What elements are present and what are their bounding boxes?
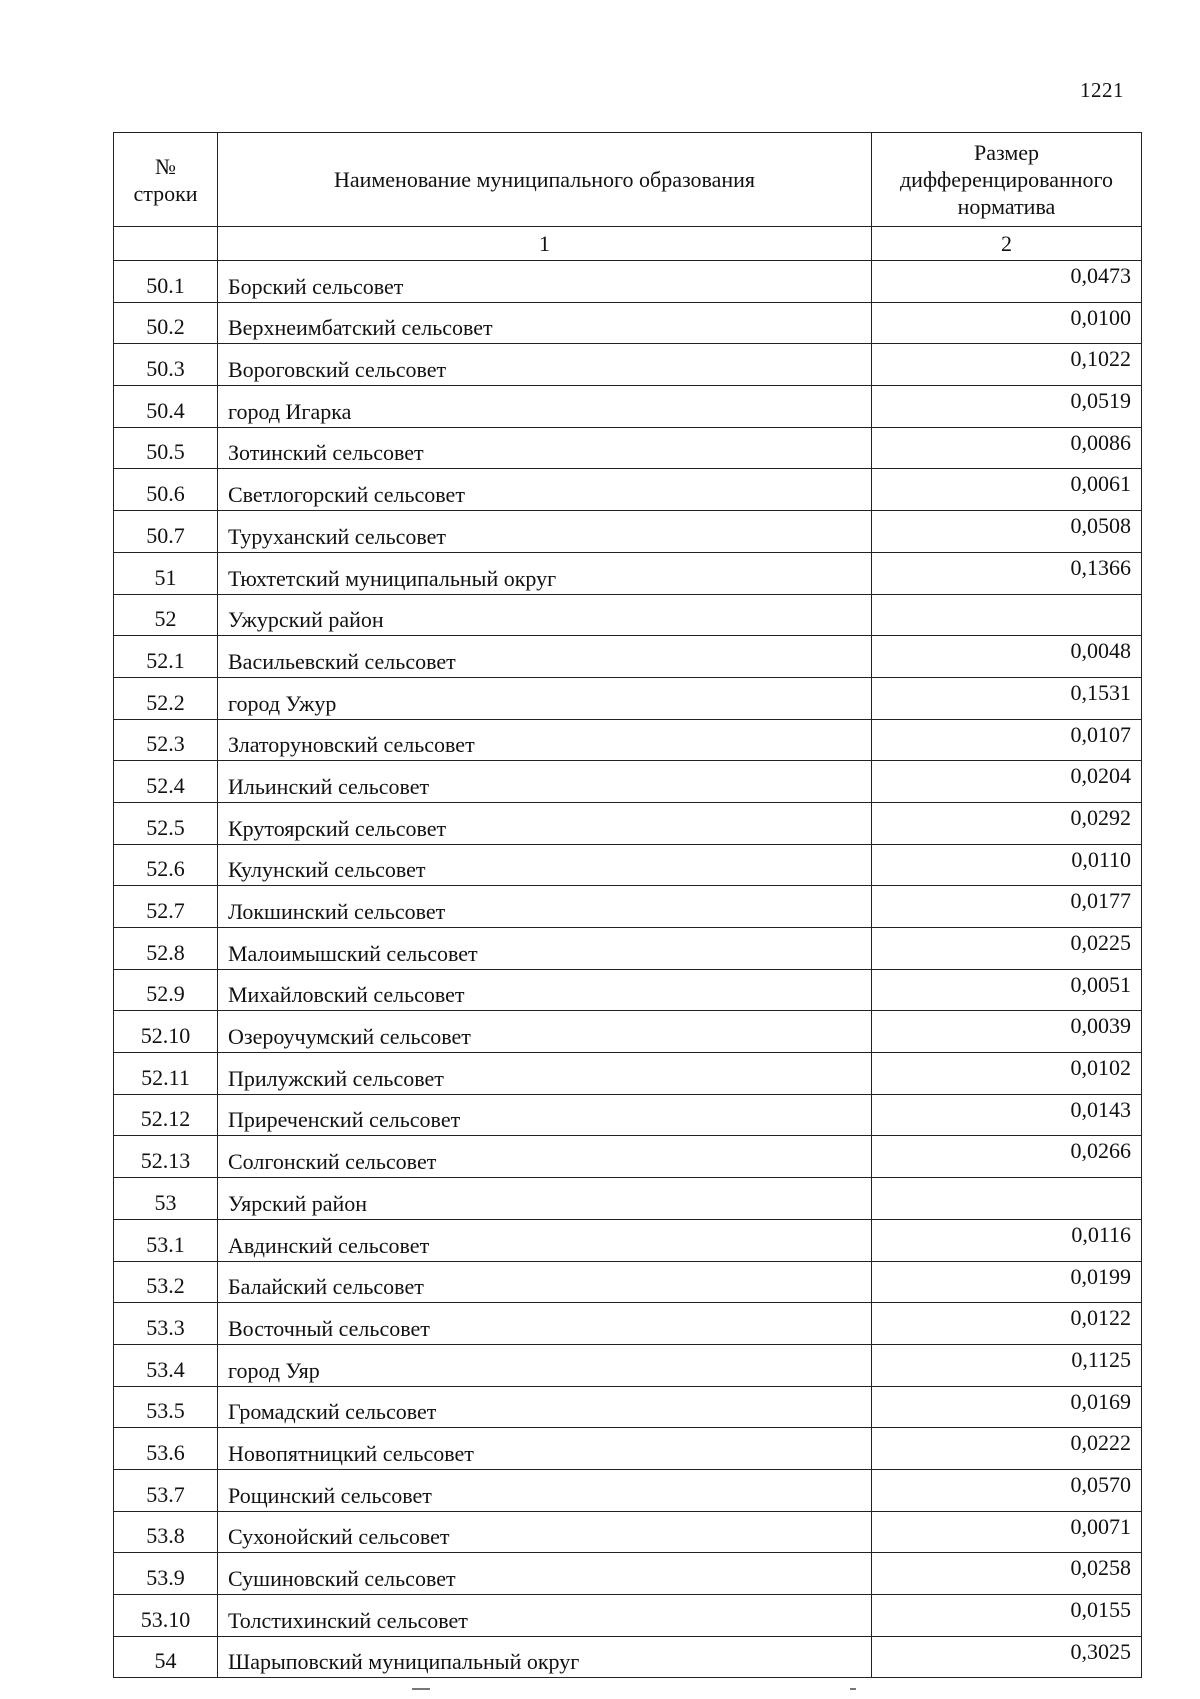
row-number-cell: 52.9 [114, 969, 218, 1011]
normative-value-cell: 0,0169 [872, 1386, 1142, 1428]
normative-value-cell: 0,0204 [872, 761, 1142, 803]
municipality-name-cell: Солгонский сельсовет [218, 1136, 872, 1178]
municipality-name-cell: Крутоярский сельсовет [218, 802, 872, 844]
municipality-name-cell: Рощинский сельсовет [218, 1469, 872, 1511]
municipality-name-cell: Васильевский сельсовет [218, 636, 872, 678]
table-row [114, 1344, 1142, 1386]
municipality-name-cell: Приреченский сельсовет [218, 1094, 872, 1136]
table-row [114, 1469, 1142, 1511]
municipality-name-cell: Кулунский сельсовет [218, 844, 872, 886]
normative-value-cell: 0,0048 [872, 636, 1142, 678]
table-header-row [114, 133, 1142, 227]
municipality-name-cell: Шарыповский муниципальный округ [218, 1636, 872, 1678]
header-normative-size [872, 133, 1142, 227]
municipality-name-cell: Малоимышский сельсовет [218, 928, 872, 970]
row-number-cell: 52.2 [114, 677, 218, 719]
row-number-cell: 50.6 [114, 469, 218, 511]
municipality-name-cell: Балайский сельсовет [218, 1261, 872, 1303]
normative-value-cell: 0,0292 [872, 802, 1142, 844]
municipality-name-cell: Сушиновский сельсовет [218, 1553, 872, 1595]
header-num-line2: строки [133, 180, 198, 206]
normative-value-cell: 0,0222 [872, 1428, 1142, 1470]
municipality-name-cell: Новопятницкий сельсовет [218, 1428, 872, 1470]
municipality-name-cell: Златоруновский сельсовет [218, 719, 872, 761]
row-number-cell: 54 [114, 1636, 218, 1678]
table-row [114, 552, 1142, 594]
normative-value-cell: 0,0225 [872, 928, 1142, 970]
normative-value-cell: 0,1366 [872, 552, 1142, 594]
normative-value-cell: 0,0473 [872, 261, 1142, 303]
normative-value-cell: 0,0570 [872, 1469, 1142, 1511]
normative-value-cell: 0,0177 [872, 886, 1142, 928]
row-number-cell: 51 [114, 552, 218, 594]
row-number-cell: 53.4 [114, 1344, 218, 1386]
table-row [114, 1261, 1142, 1303]
row-number-cell: 52.5 [114, 802, 218, 844]
column-number-1: 1 [218, 227, 872, 261]
normative-value-cell [872, 1178, 1142, 1220]
table-row [114, 1219, 1142, 1261]
municipality-name-cell: Восточный сельсовет [218, 1303, 872, 1345]
row-number-cell: 52.3 [114, 719, 218, 761]
table-row [114, 1386, 1142, 1428]
row-number-cell: 52.1 [114, 636, 218, 678]
row-number-cell: 53.1 [114, 1219, 218, 1261]
normative-value-cell: 0,1531 [872, 677, 1142, 719]
row-number-cell: 53.3 [114, 1303, 218, 1345]
normative-value-cell: 0,0266 [872, 1136, 1142, 1178]
header-row-number [114, 133, 218, 227]
normative-value-cell: 0,0258 [872, 1553, 1142, 1595]
municipality-name-cell: Громадский сельсовет [218, 1386, 872, 1428]
normative-table [113, 132, 1142, 1678]
table-row [114, 1511, 1142, 1553]
municipality-name-cell: Озероучумский сельсовет [218, 1011, 872, 1053]
municipality-name-cell: Тюхтетский муниципальный округ [218, 552, 872, 594]
row-number-cell: 50.2 [114, 302, 218, 344]
normative-value-cell: 0,0071 [872, 1511, 1142, 1553]
municipality-name-cell: Ильинский сельсовет [218, 761, 872, 803]
table-row [114, 844, 1142, 886]
municipality-name-cell: Зотинский сельсовет [218, 427, 872, 469]
row-number-cell: 50.5 [114, 427, 218, 469]
row-number-cell: 52 [114, 594, 218, 636]
table-row [114, 261, 1142, 303]
normative-value-cell: 0,0122 [872, 1303, 1142, 1345]
normative-value-cell: 0,1022 [872, 344, 1142, 386]
normative-value-cell: 0,0110 [872, 844, 1142, 886]
row-number-cell: 53.6 [114, 1428, 218, 1470]
row-number-cell: 53.8 [114, 1511, 218, 1553]
normative-value-cell: 0,0508 [872, 511, 1142, 553]
normative-value-cell: 0,1125 [872, 1344, 1142, 1386]
municipality-name-cell: Авдинский сельсовет [218, 1219, 872, 1261]
table-row [114, 928, 1142, 970]
table-body [114, 261, 1142, 1678]
header-size-line3: норматива [957, 194, 1056, 219]
municipality-name-cell: Вороговский сельсовет [218, 344, 872, 386]
table-row [114, 594, 1142, 636]
table-row [114, 1553, 1142, 1595]
normative-value-cell: 0,0061 [872, 469, 1142, 511]
table-row [114, 386, 1142, 428]
column-number-row [114, 227, 1142, 261]
table-row [114, 1303, 1142, 1345]
scan-artifact-mark [412, 1688, 430, 1690]
municipality-name-cell: Толстихинский сельсовет [218, 1595, 872, 1637]
municipality-name-cell: город Игарка [218, 386, 872, 428]
municipality-name-cell: Уярский район [218, 1178, 872, 1220]
normative-value-cell: 0,0107 [872, 719, 1142, 761]
row-number-cell: 53.9 [114, 1553, 218, 1595]
table-row [114, 469, 1142, 511]
municipality-name-cell: Туруханский сельсовет [218, 511, 872, 553]
municipality-name-cell: Борский сельсовет [218, 261, 872, 303]
table-row [114, 302, 1142, 344]
row-number-cell: 52.8 [114, 928, 218, 970]
row-number-cell: 53 [114, 1178, 218, 1220]
table-row [114, 1094, 1142, 1136]
table-row [114, 1011, 1142, 1053]
normative-value-cell: 0,0039 [872, 1011, 1142, 1053]
table-row [114, 511, 1142, 553]
table-row [114, 1595, 1142, 1637]
table-row [114, 677, 1142, 719]
normative-value-cell: 0,0086 [872, 427, 1142, 469]
normative-value-cell: 0,0143 [872, 1094, 1142, 1136]
table-row [114, 636, 1142, 678]
table-row [114, 969, 1142, 1011]
row-number-cell: 50.7 [114, 511, 218, 553]
table-row [114, 344, 1142, 386]
row-number-cell: 52.7 [114, 886, 218, 928]
row-number-cell: 52.10 [114, 1011, 218, 1053]
column-number-2: 2 [872, 227, 1142, 261]
row-number-cell: 53.7 [114, 1469, 218, 1511]
table-row [114, 1136, 1142, 1178]
row-number-cell: 50.1 [114, 261, 218, 303]
table-row [114, 886, 1142, 928]
row-number-cell: 52.4 [114, 761, 218, 803]
scan-artifact-mark [850, 1688, 856, 1690]
municipality-name-cell: город Уяр [218, 1344, 872, 1386]
normative-value-cell: 0,0100 [872, 302, 1142, 344]
normative-value-cell: 0,3025 [872, 1636, 1142, 1678]
municipality-name-cell: Михайловский сельсовет [218, 969, 872, 1011]
table-row [114, 1428, 1142, 1470]
municipality-name-cell: Прилужский сельсовет [218, 1053, 872, 1095]
row-number-cell: 53.2 [114, 1261, 218, 1303]
header-num-line1: № [155, 153, 176, 179]
normative-value-cell: 0,0199 [872, 1261, 1142, 1303]
row-number-cell: 52.12 [114, 1094, 218, 1136]
page-number: 1221 [1080, 78, 1124, 102]
row-number-cell: 50.3 [114, 344, 218, 386]
table-row [114, 1636, 1142, 1678]
normative-value-cell: 0,0519 [872, 386, 1142, 428]
row-number-cell: 52.6 [114, 844, 218, 886]
column-number-empty [114, 227, 218, 261]
row-number-cell: 50.4 [114, 386, 218, 428]
municipality-name-cell: Сухонойский сельсовет [218, 1511, 872, 1553]
table-row [114, 719, 1142, 761]
header-size-line1: Размер [973, 140, 1040, 165]
header-municipality-name: Наименование муниципального образования [218, 133, 872, 227]
table-row [114, 761, 1142, 803]
table-row [114, 427, 1142, 469]
normative-value-cell: 0,0116 [872, 1219, 1142, 1261]
municipality-name-cell: Светлогорский сельсовет [218, 469, 872, 511]
municipality-name-cell: Ужурский район [218, 594, 872, 636]
normative-value-cell: 0,0051 [872, 969, 1142, 1011]
table-row [114, 1053, 1142, 1095]
table-row [114, 1178, 1142, 1220]
row-number-cell: 53.5 [114, 1386, 218, 1428]
table-row [114, 802, 1142, 844]
municipality-name-cell: Верхнеимбатский сельсовет [218, 302, 872, 344]
municipality-name-cell: Локшинский сельсовет [218, 886, 872, 928]
normative-value-cell: 0,0155 [872, 1595, 1142, 1637]
row-number-cell: 52.13 [114, 1136, 218, 1178]
row-number-cell: 52.11 [114, 1053, 218, 1095]
normative-value-cell: 0,0102 [872, 1053, 1142, 1095]
row-number-cell: 53.10 [114, 1595, 218, 1637]
normative-value-cell [872, 594, 1142, 636]
header-size-line2: дифференцированного [899, 167, 1114, 192]
municipality-name-cell: город Ужур [218, 677, 872, 719]
